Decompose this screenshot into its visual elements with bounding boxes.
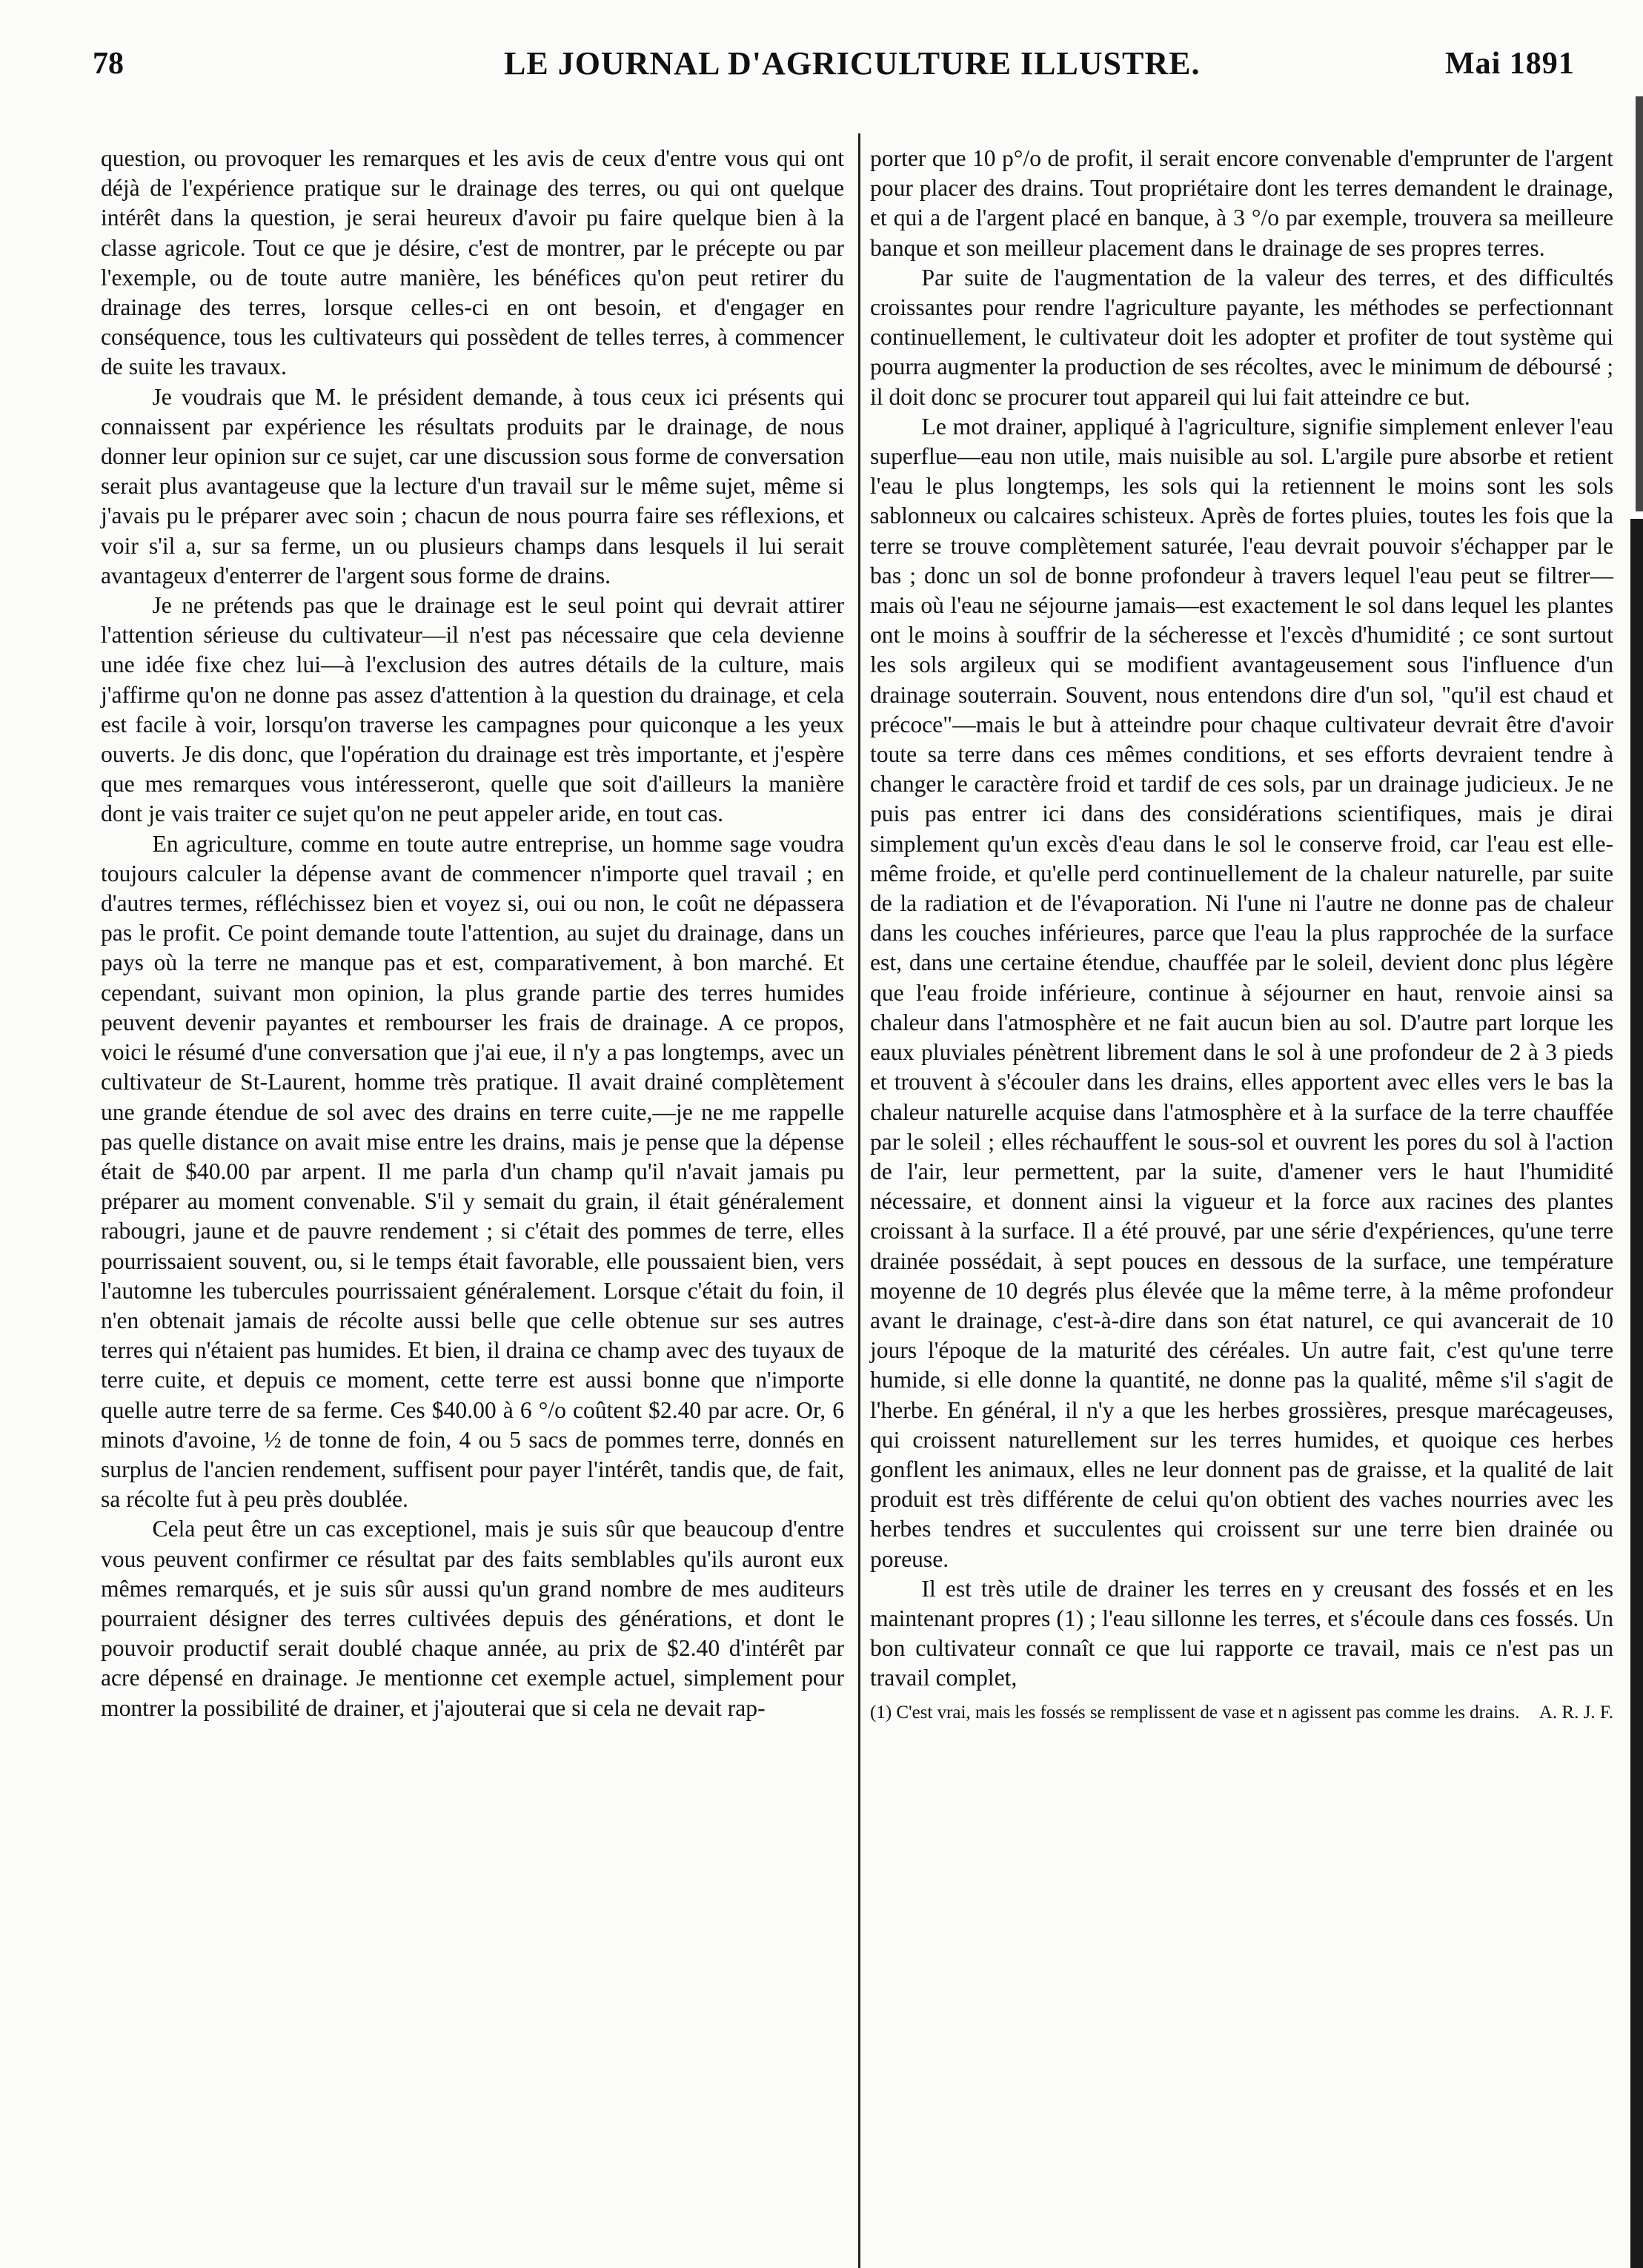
column-divider (858, 133, 860, 2268)
page-header (0, 0, 1643, 96)
paragraph: Il est très utile de drainer les terres en y creusant des fossés et en les maintenant propres (1) ; l'eau sillonne les terres, et s'écoule dans ces fossés. Un bon cultivateur connaît ce que lui rapporte ce travail, mais ce n'est pas un travail complet, (870, 1575, 1613, 1691)
left-column (101, 144, 844, 1723)
right-column (870, 144, 1613, 1724)
scan-edge-binding (1630, 519, 1643, 2268)
paragraph: porter que 10 p°/o de profit, il serait encore convenable d'emprunter de l'argent pour placer des drains. Tout propriétaire dont les terres demandent le drainage, et qui a de l'argent placé en banque, à 3 °/o par exemple, trouvera sa meilleure banque et son meilleur placement dans le drainage de ses propres terres. (870, 145, 1613, 261)
paragraph: Cela peut être un cas exceptionel, mais je suis sûr que beaucoup d'entre vous peuvent confirmer ce résultat par des faits semblables qu'ils auront eux mêmes remarqués, et je suis sûr aussi qu'un grand nombre de mes auditeurs pourraient désigner des terres cultivées depuis des générations, et dont le pouvoir productif serait doublé chaque année, au prix de $2.40 d'intérêt par acre dépensé en drainage. Je mentionne cet exemple actuel, simplement pour montrer la possibilité de drainer, et j'ajouterai que si cela ne devait rap- (101, 1516, 844, 1721)
paragraph: Par suite de l'augmentation de la valeur des terres, et des difficultés croissantes pour rendre l'agriculture payante, les méthodes se perfectionnant continuellement, le cultivateur doit les adopter et profiter de tout système qui pourra augmenter la production de ses récoltes, avec le minimum de déboursé ; il doit donc se procurer tout appareil qui lui fait atteindre ce but. (870, 264, 1613, 410)
paragraph: Je ne prétends pas que le drainage est le seul point qui devrait attirer l'attention sérieuse du cultivateur—il n'est pas nécessaire que cela devienne une idée fixe chez lui—à l'exclusion des autres détails de la culture, mais j'affirme qu'on ne donne pas assez d'attention à la question du drainage, et cela est facile à voir, lorsqu'on traverse les campagnes pour quiconque a les yeux ouverts. Je dis donc, que l'opération du drainage est très importante, et j'espère que mes remarques vous intéresseront, quelle que soit d'ailleurs la manière dont je vais traiter ce sujet qu'on ne peut appeler aride, en tout cas. (101, 592, 844, 827)
issue-date: Mai 1891 (1445, 47, 1575, 81)
page-number: 78 (93, 47, 124, 81)
paragraph: En agriculture, comme en toute autre entreprise, un homme sage voudra toujours calculer la dépense avant de commencer n'importe quel travail ; en d'autres termes, réfléchissez bien et voyez si, oui ou non, le coût ne dépassera pas le profit. Ce point demande toute l'attention, au sujet du drainage, dans un pays où la terre ne manque pas et est, comparativement, à bon marché. Et cependant, suivant mon opinion, la plus grande partie des terres humides peuvent devenir payantes et rembourser les frais de drainage. A ce propos, voici le résumé d'une conversation que j'ai eue, il n'y a pas longtemps, avec un cultivateur de St-Laurent, homme très pratique. Il avait drainé complètement une grande étendue de sol avec des drains en terre cuite,—je ne me rappelle pas quelle distance on avait mise entre les drains, mais je pense que la dépense était de $40.00 par arpent. Il me parla d'un champ qu'il n'avait jamais pu préparer au moment convenable. S'il y semait du grain, il était généralement rabougri, jaune et de pauvre rendement ; si c'était des pommes de terre, elles pourrissaient souvent, ou, si le temps était favorable, elle poussaient bien, vers l'automne les tubercules pourrissaient généralement. Lorsque c'était du foin, il n'en obtenait jamais de récolte aussi belle que celle obtenue sur ses autres terres qui n'étaient pas humides. Et bien, il draina ce champ avec des tuyaux de terre cuite, et depuis ce moment, cette terre est aussi bonne que n'importe quelle autre terre de sa ferme. Ces $40.00 à 6 °/o coûtent $2.40 par acre. Or, 6 minots d'avoine, ½ de tonne de foin, 4 ou 5 sacs de pommes terre, donnés en surplus de l'ancien rendement, suffisent pour payer l'intérêt, tandis que, de fait, sa récolte fut à peu près doublée. (101, 830, 844, 1513)
paragraph: Le mot drainer, appliqué à l'agriculture, signifie simplement enlever l'eau superflue—eau non utile, mais nuisible au sol. L'argile pure absorbe et retient l'eau le plus longtemps, les sols qui la retiennent le moins sont les sols sablonneux ou calcaires schisteux. Après de fortes pluies, toutes les fois que la terre se trouve complètement saturée, l'eau devrait pouvoir s'échapper par le bas ; donc un sol de bonne profondeur à travers lequel l'eau peut se filtrer—mais où l'eau ne séjourne jamais—est exactement le sol dans lequel les plantes ont le moins à souffrir de la sécheresse et l'excès d'humidité ; ce sont surtout les sols argileux qui se modifient avantageusement sous l'influence d'un drainage souterrain. Souvent, nous entendons dire d'un sol, "qu'il est chaud et précoce"—mais le but à atteindre pour chaque cultivateur devrait être d'avoir toute sa terre dans ces mêmes conditions, et ses efforts devraient tendre à changer le caractère froid et tardif de ces sols, par un drainage judicieux. Je ne puis pas entrer ici dans des considérations scientifiques, mais je dirai simplement qu'un excès d'eau dans le sol le conserve froid, car l'eau est elle-même froide, et qu'elle perd continuellement de la chaleur naturelle, par suite de la radiation et de l'évaporation. Ni l'une ni l'autre ne donne pas de chaleur dans les couches inférieures, parce que l'eau la plus rapprochée de la surface est, dans une certaine étendue, chauffée par le soleil, devient donc plus légère que l'eau froide inférieure, continue à séjourner en haut, renvoie ainsi sa chaleur dans l'atmosphère et ne fait aucun bien au sol. D'autre part lorque les eaux pluviales pénètrent librement dans le sol à une profondeur de 2 à 3 pieds et trouvent à s'écouler dans les drains, elles apportent avec elles vers le bas la chaleur naturelle acquise dans l'atmosphère et à la surface de la terre chauffée par le soleil ; elles réchauffent le sous-sol et ouvrent les pores du sol à l'action de l'air, leur permettent, par la suite, d'amener vers le haut l'humidité nécessaire, et donnent ainsi la vigueur et la force aux racines des plantes croissant à la surface. Il a été prouvé, par une série d'expériences, qu'une terre drainée possédait, à sept pouces en dessous de la surface, une température moyenne de 10 degrés plus élevée que la même terre, à la même profondeur avant le drainage, c'est-à-dire dans son état naturel, ce qui avancerait de 10 jours l'époque de la maturité des céréales. Un autre fait, c'est qu'une terre humide, si elle donne la quantité, ne donne pas la qualité, même s'il s'agit de l'herbe. En général, il n'y a que les herbes grossières, presque marécageuses, qui croissent naturellement sur les terres humides, et quoique ces herbes gonflent les animaux, elles ne leur donnent pas de graisse, et la qualité de lait produit est très différente de celui qu'on obtient des vaches nourries avec les herbes tendres et succulentes qui croissent sur une terre bien drainée ou poreuse. (870, 413, 1613, 1572)
footnote-signature: A. R. J. F. (1539, 1702, 1613, 1722)
scan-edge-shadow (1636, 96, 1643, 511)
footnote (870, 1701, 1613, 1724)
footnote-text: (1) C'est vrai, mais les fossés se remplissent de vase et n agissent pas comme les drains. (870, 1702, 1520, 1722)
paragraph: Je voudrais que M. le président demande, à tous ceux ici présents qui connaissent par expérience les résultats produits par le drainage, de nous donner leur opinion sur ce sujet, car une discussion sous forme de conversation serait plus avantageuse que la lecture d'un travail sur le même sujet, même si j'avais pu le préparer avec soin ; chacun de nous pourra faire ses réflexions, et voir s'il a, sur sa ferme, un ou plusieurs champs dans lesquels il lui serait avantageux d'enterrer de l'argent sous forme de drains. (101, 383, 844, 588)
journal-title: LE JOURNAL D'AGRICULTURE ILLUSTRE. (504, 45, 1201, 82)
paragraph: question, ou provoquer les remarques et les avis de ceux d'entre vous qui ont déjà de l'expérience pratique sur le drainage des terres, ou qui ont quelque intérêt dans la question, je serai heureux d'avoir pu faire quelque bien à la classe agricole. Tout ce que je désire, c'est de montrer, par le précepte ou par l'exemple, ou de toute autre manière, les bénéfices qu'on peut retirer du drainage des terres, lorsque celles-ci en ont besoin, et d'engager en conséquence, tous les cultivateurs qui possèdent de telles terres, à commencer de suite les travaux. (101, 145, 844, 380)
